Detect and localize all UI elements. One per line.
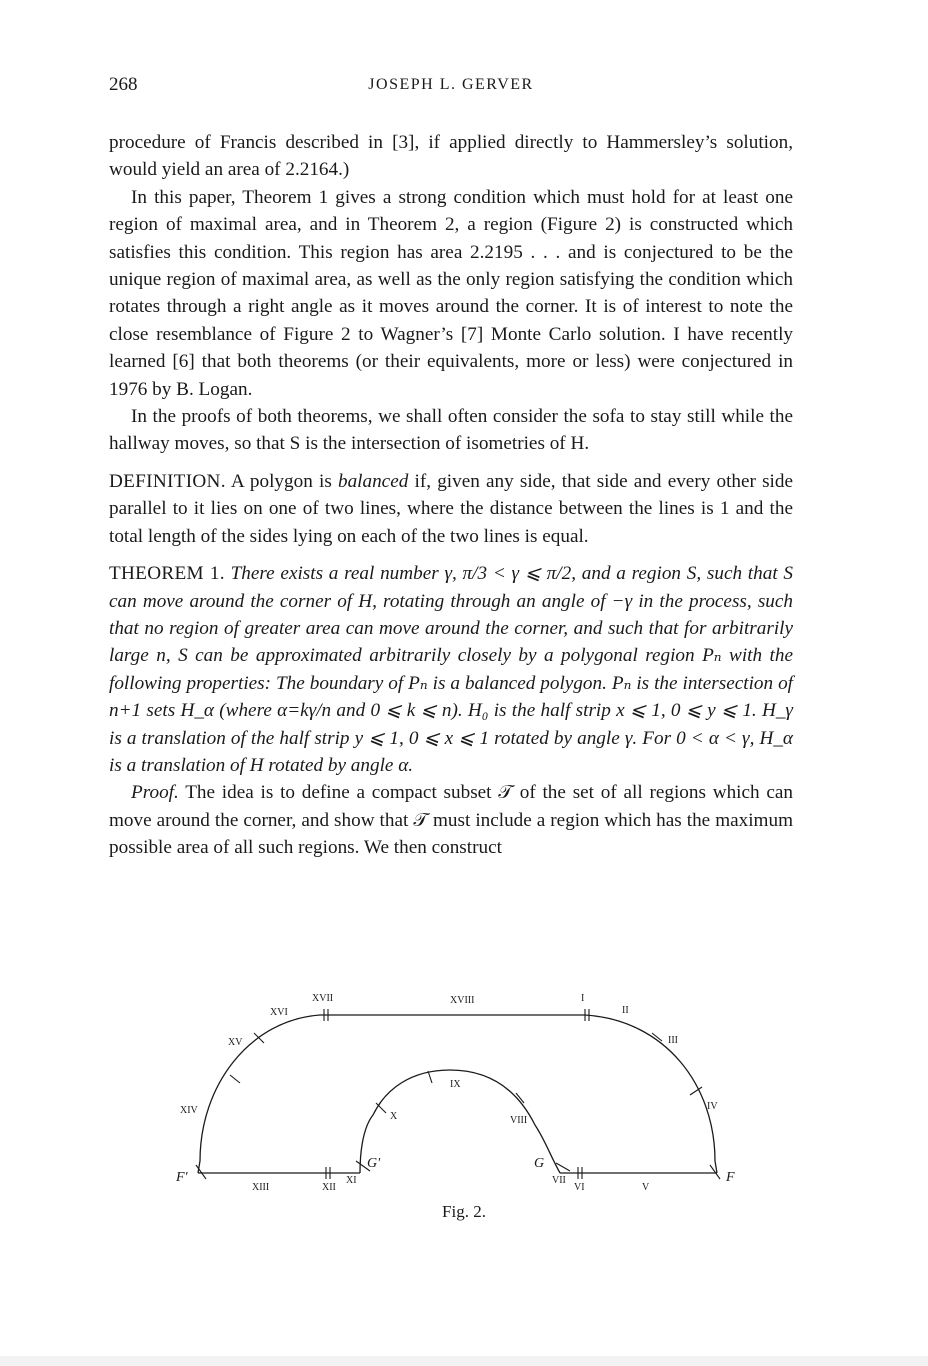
paragraph-2: In this paper, Theorem 1 gives a strong condition which must hold for at least one region of maximal area, and in Theorem 2, a region (Figure 2) is constructed which satisfies this condition. This region has area 2.2195 . . . and is conjectured to be the unique region of maximal area, as well as the only region satisfying the condition which rotates through a right angle as it moves around the corner. It is of interest to note the close resemblance of Figure 2 to Wagner’s [7] Monte Carlo solution. I have recently learned [6] that both theorems (or their equivalents, more or less) were conjectured in 1976 by B. Logan.: [109, 186, 793, 400]
label-fprime: F': [176, 1170, 188, 1185]
definition: [109, 468, 793, 550]
label-xvi: XVI: [270, 1007, 288, 1018]
label-xvii: XVII: [312, 993, 334, 1004]
label-xv: XV: [228, 1037, 243, 1048]
tick-f: [710, 1165, 720, 1179]
label-g: G: [534, 1156, 545, 1171]
label-i: I: [581, 993, 585, 1004]
page-number: 268: [109, 74, 138, 95]
label-vi: VI: [574, 1182, 585, 1193]
proof-heading: Proof.: [131, 782, 179, 804]
tick-fprime: [196, 1165, 206, 1179]
definition-term: balanced: [337, 470, 409, 492]
label-xiii: XIII: [252, 1182, 270, 1193]
label-iii: III: [668, 1035, 678, 1046]
tick-xiv: [230, 1075, 240, 1083]
label-v: V: [642, 1182, 650, 1193]
definition-text-1: A polygon is: [225, 470, 338, 492]
theorem-heading: THEOREM 1.: [109, 563, 225, 585]
proof-paragraph: [109, 779, 793, 861]
label-xiv: XIV: [180, 1105, 198, 1116]
theorem-text: There exists a real number γ, π/3 < γ ⩽ π/2, and a region S, such that S can move around the corner of H, rotating through an angle of −γ in the process, such that no region of greater area can move around the corner, and such that for arbitrarily large n, S can be approximated arbitrarily closely by a polygonal region Pₙ with the following properties: The boundary of Pₙ is a balanced polygon. Pₙ is the intersection of n+1 sets H_α (where α=kγ/n and 0 ⩽ k ⩽ n). H₀ is the half strip x ⩽ 1, 0 ⩽ y ⩽ 1. H_γ is a translation of the half strip y ⩽ 1, 0 ⩽ x ⩽ 1 rotated by angle γ. For 0 < α < γ, H_α is a translation of H rotated by angle α.: [109, 563, 793, 776]
label-xviii: XVIII: [450, 995, 475, 1006]
label-vii: VII: [552, 1175, 566, 1186]
tick-ix: [428, 1071, 432, 1083]
running-head: JOSEPH L. GERVER: [368, 76, 534, 93]
page-header: [109, 74, 793, 100]
paragraph-1: procedure of Francis described in [3], if applied directly to Hammersley’s solution, would yield an area of 2.2164.): [109, 132, 793, 181]
body-text: [109, 129, 793, 862]
label-ii: II: [622, 1005, 629, 1016]
label-viii: VIII: [510, 1115, 528, 1126]
theorem-1: [109, 560, 793, 779]
label-iv: IV: [707, 1101, 718, 1112]
figure-caption: Fig. 2.: [442, 1202, 486, 1221]
label-f: F: [726, 1170, 735, 1185]
figure-2: [160, 975, 760, 1215]
page-edge: [0, 1356, 928, 1366]
sofa-diagram: [160, 975, 760, 1215]
definition-text-2: if, given any side, that side and every other side parallel to it lies on one of two lines, where the distance between the lines is 1 and the total length of the sides lying on each of the two lines is equal.: [109, 470, 793, 547]
outer-boundary: [198, 1015, 717, 1173]
label-xii: XII: [322, 1182, 336, 1193]
paragraph-3: In the proofs of both theorems, we shall often consider the sofa to stay still while the hallway moves, so that S is the intersection of isometries of H.: [109, 406, 793, 455]
label-ix: IX: [450, 1079, 461, 1090]
label-gprime: G': [367, 1156, 381, 1171]
label-xi: XI: [346, 1175, 357, 1186]
definition-heading: DEFINITION.: [109, 470, 226, 492]
label-x: X: [390, 1111, 398, 1122]
proof-text: The idea is to define a compact subset 𝒯 of the set of all regions which can move around the corner, and show that 𝒯 must include a region which has the maximum possible area of all such regions. We then construct: [109, 782, 793, 859]
